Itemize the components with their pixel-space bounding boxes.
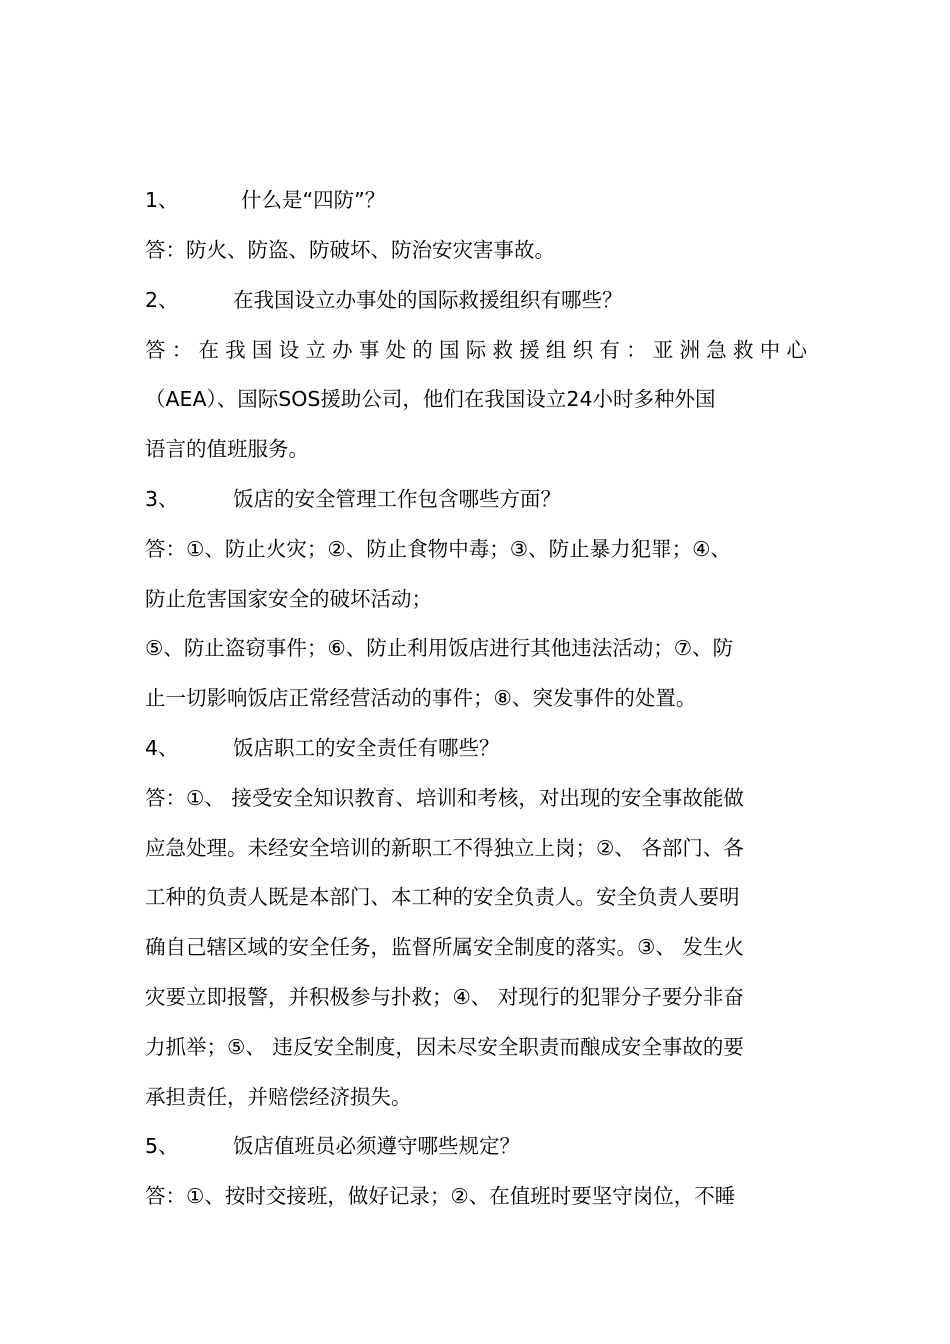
answer-2-line-1: 答：在我国设立办事处的国际救援组织有：亚洲急救中心	[145, 338, 807, 362]
question-3	[145, 484, 807, 514]
answer-4-line-4: 确自己辖区域的安全任务，监督所属安全制度的落实。③、 发生火	[145, 935, 744, 959]
answer-3-line-1: 答：①、防止火灾；②、防止食物中毒；③、防止暴力犯罪；④、	[145, 537, 732, 561]
question-number: 3、	[145, 487, 179, 511]
answer-3-line-4: 止一切影响饭店正常经营活动的事件；⑧、突发事件的处置。	[145, 686, 697, 710]
question-5	[145, 1131, 807, 1161]
question-text: 饭店职工的安全责任有哪些？	[233, 736, 500, 760]
question-number: 1、	[145, 188, 179, 212]
question-text: 饭店的安全管理工作包含哪些方面？	[233, 487, 561, 511]
answer-1-line-1: 答：防火、防盗、防破坏、防治安灾害事故。	[145, 238, 555, 262]
answer-4-line-1: 答：①、 接受安全知识教育、培训和考核，对出现的安全事故能做	[145, 786, 744, 810]
question-text: 什么是“四防”？	[241, 188, 386, 212]
answer-2-line-3: 语言的值班服务。	[145, 437, 309, 461]
answer-4-line-6: 力抓举；⑤、 违反安全制度，因未尽安全职责而酿成安全事故的要	[145, 1035, 744, 1059]
answer-3-line-2: 防止危害国家安全的破坏活动；	[145, 587, 432, 611]
question-1	[145, 185, 807, 215]
question-number: 2、	[145, 288, 179, 312]
question-text: 饭店值班员必须遵守哪些规定？	[233, 1134, 520, 1158]
question-text: 在我国设立办事处的国际救援组织有哪些？	[233, 288, 623, 312]
answer-2-line-2: （AEA）、国际SOS援助公司，他们在我国设立24小时多种外国	[145, 387, 716, 411]
answer-3-line-3: ⑤、防止盗窃事件；⑥、防止利用饭店进行其他违法活动；⑦、防	[145, 636, 734, 660]
answer-4-line-7: 承担责任，并赔偿经济损失。	[145, 1085, 412, 1109]
question-number: 5、	[145, 1134, 179, 1158]
answer-5-line-1: 答：①、按时交接班，做好记录；②、在值班时要坚守岗位，不睡	[145, 1184, 736, 1208]
answer-4-line-3: 工种的负责人既是本部门、本工种的安全负责人。安全负责人要明	[145, 885, 740, 909]
question-4	[145, 733, 807, 763]
question-2	[145, 285, 807, 315]
question-number: 4、	[145, 736, 179, 760]
answer-4-line-5: 灾要立即报警，并积极参与扑救；④、 对现行的犯罪分子要分非奋	[145, 985, 744, 1009]
answer-4-line-2: 应急处理。未经安全培训的新职工不得独立上岗；②、 各部门、各	[145, 836, 744, 860]
